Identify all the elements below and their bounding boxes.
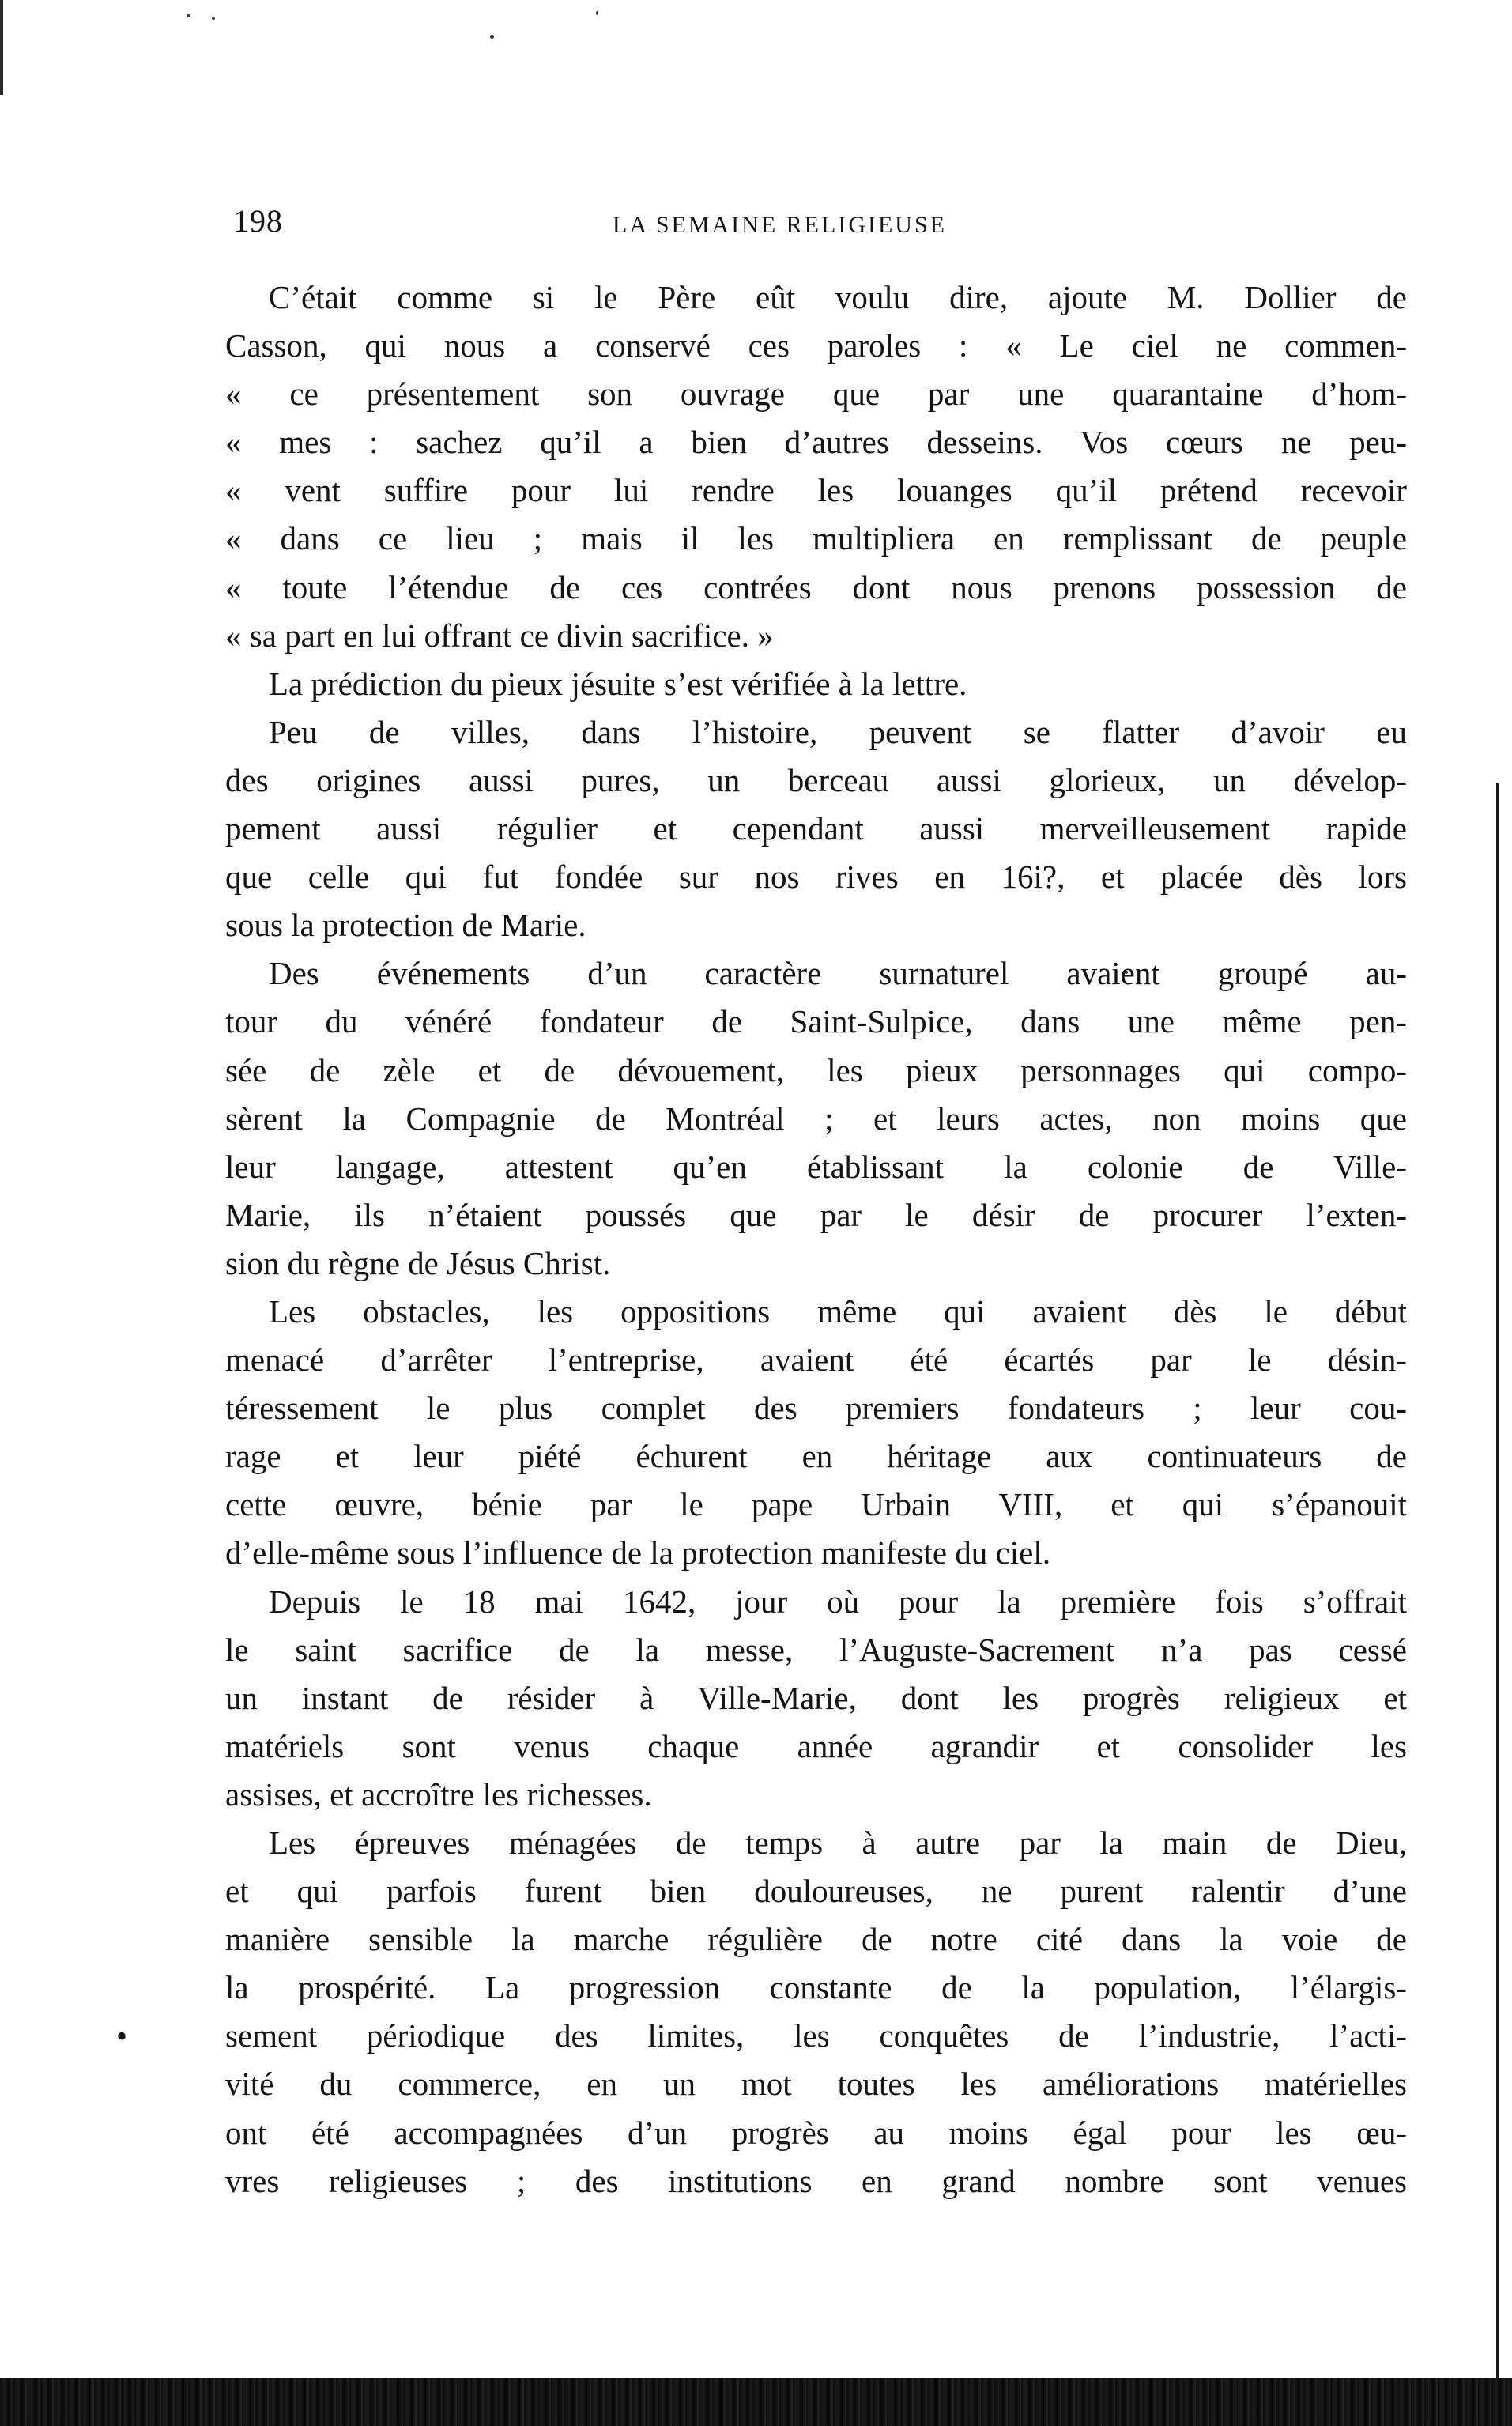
text-line: ont été accompagnées d’un progrès au moins égal pour les œu- — [225, 2114, 1407, 2151]
text-line: « mes : sachez qu’il a bien d’autres desseins. Vos cœurs ne peu- — [225, 424, 1407, 461]
margin-dot: • — [116, 2018, 128, 2054]
text-line: et qui parfois furent bien douloureuses, ne purent ralentir d’une — [225, 1873, 1407, 1910]
text-line: vité du commerce, en un mot toutes les améliorations matérielles — [225, 2066, 1407, 2103]
text-line: leur langage, attestent qu’en établissant la colonie de Ville- — [225, 1148, 1407, 1185]
text-line: Marie, ils n’étaient poussés que par le désir de procurer l’exten- — [225, 1196, 1407, 1233]
text-line: « ce présentement son ouvrage que par une quarantaine d’hom- — [225, 375, 1407, 413]
text-line: sée de zèle et de dévouement, les pieux personnages qui compo- — [225, 1051, 1407, 1088]
text-line: d’elle-même sous l’influence de la protection manifeste du ciel. — [225, 1534, 1050, 1571]
text-line: assises, et accroître les richesses. — [225, 1775, 652, 1813]
text-line: Les obstacles, les oppositions même qui avaient dès le début — [269, 1292, 1407, 1330]
text-line: sous la protection de Marie. — [225, 907, 586, 944]
text-line: rage et leur piété échurent en héritage aux continuateurs de — [225, 1438, 1407, 1475]
text-line: Peu de villes, dans l’histoire, peuvent se flatter d’avoir eu — [269, 713, 1407, 750]
text-line: Casson, qui nous a conservé ces paroles : « Le ciel ne commen- — [225, 327, 1407, 364]
text-line: sion du règne de Jésus Christ. — [225, 1244, 611, 1281]
text-line: sèrent la Compagnie de Montréal ; et leurs actes, non moins que — [225, 1100, 1407, 1137]
text-line: Depuis le 18 mai 1642, jour où pour la première fois s’offrait — [269, 1583, 1407, 1620]
running-title: LA SEMAINE RELIGIEUSE — [613, 212, 947, 238]
scan-edge-bottom — [0, 2378, 1512, 2426]
body-text — [225, 274, 1407, 2205]
text-line: un instant de résider à Ville-Marie, dont les progrès religieux et — [225, 1679, 1407, 1716]
scan-edge-left — [0, 0, 3, 95]
text-line: vres religieuses ; des institutions en grand nombre sont venues — [225, 2162, 1407, 2199]
scan-edge-right — [1496, 783, 1499, 2395]
text-line: sement périodique des limites, les conquêtes de l’industrie, l’acti- — [225, 2017, 1407, 2054]
text-line: la prospérité. La progression constante de la population, l’élargis- — [225, 1969, 1407, 2006]
text-line: matériels sont venus chaque année agrandir et consolider les — [225, 1727, 1407, 1764]
page-number: 198 — [233, 203, 283, 239]
text-line: téressement le plus complet des premiers fondateurs ; leur cou- — [225, 1390, 1407, 1427]
scan-speck — [596, 11, 598, 15]
text-line: « toute l’étendue de ces contrées dont nous prenons possession de — [225, 568, 1407, 606]
scan-speck — [212, 17, 215, 20]
text-line: « dans ce lieu ; mais il les multipliera en remplissant de peuple — [225, 520, 1407, 557]
text-line: le saint sacrifice de la messe, l’Auguste-Sacrement n’a pas cessé — [225, 1631, 1407, 1668]
text-line: « vent suffire pour lui rendre les louanges qu’il prétend recevoir — [225, 472, 1407, 509]
text-line: cette œuvre, bénie par le pape Urbain VIII, et qui s’épanouit — [225, 1486, 1407, 1523]
scan-speck — [490, 35, 494, 39]
text-line: La prédiction du pieux jésuite s’est vérifiée à la lettre. — [269, 665, 967, 702]
scan-speck — [187, 14, 190, 17]
text-line: tour du vénéré fondateur de Saint-Sulpice, dans une même pen- — [225, 1003, 1407, 1040]
text-line: que celle qui fut fondée sur nos rives en 16i?, et placée dès lors — [225, 858, 1407, 896]
text-line: manière sensible la marche régulière de notre cité dans la voie de — [225, 1921, 1407, 1958]
text-line: pement aussi régulier et cependant aussi merveilleusement rapide — [225, 810, 1407, 847]
page-header — [233, 196, 1296, 251]
text-line: menacé d’arrêter l’entreprise, avaient été écartés par le désin- — [225, 1341, 1407, 1379]
text-line: des origines aussi pures, un berceau aussi glorieux, un dévelop- — [225, 761, 1407, 798]
text-line: « sa part en lui offrant ce divin sacrifice. » — [225, 617, 774, 654]
text-line: Les épreuves ménagées de temps à autre par la main de Dieu, — [269, 1824, 1407, 1861]
text-line: C’était comme si le Père eût voulu dire, ajoute M. Dollier de — [269, 279, 1407, 315]
text-line: Des événements d’un caractère surnaturel avaient groupé au- — [269, 955, 1407, 992]
